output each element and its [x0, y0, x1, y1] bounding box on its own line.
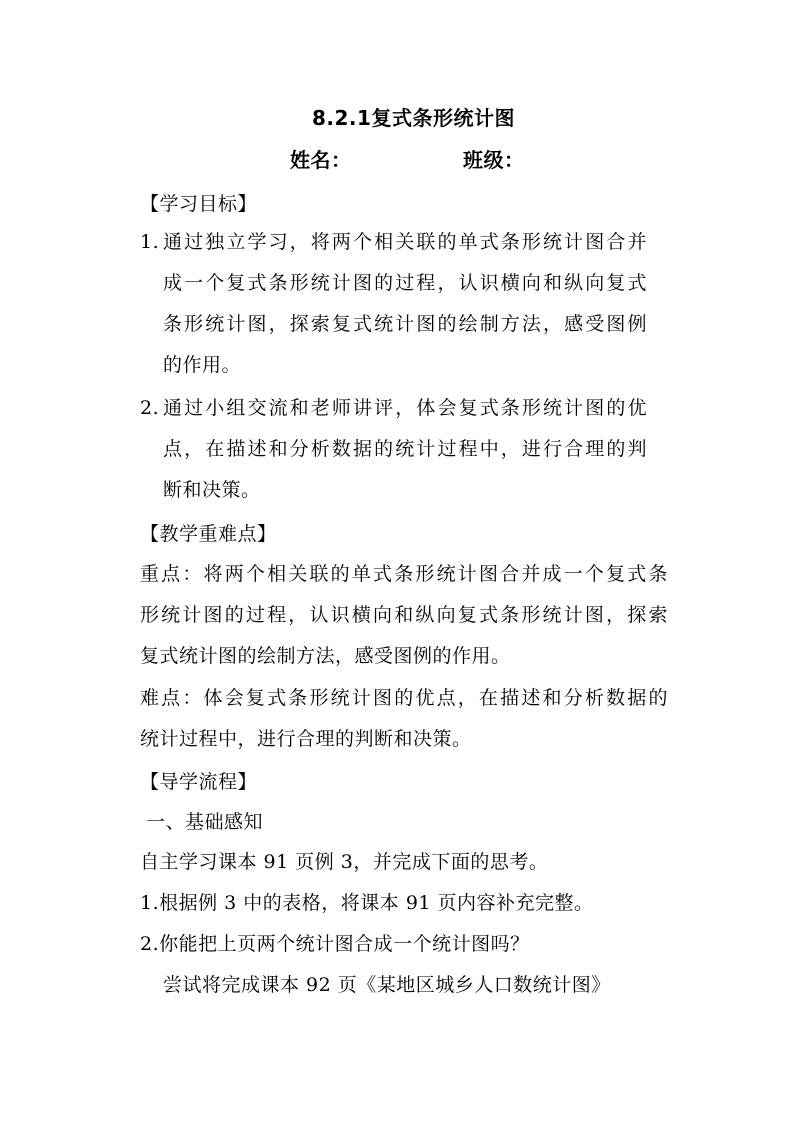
section-basic-perception: 一、基础感知	[146, 811, 264, 833]
focus-line-3: 复式统计图的绘制方法，感受图例的作用。	[140, 645, 511, 667]
difficulty-line-2: 统计过程中，进行合理的判断和决策。	[140, 728, 472, 750]
focus-line-1: 重点：将两个相关联的单式条形统计图合并成一个复式条	[140, 563, 668, 585]
guide-heading: 【导学流程】	[140, 771, 258, 793]
goal-1-line-1: 通过独立学习，将两个相关联的单式条形统计图合并	[163, 231, 647, 253]
question-1: 1.根据例 3 中的表格，将课本 91 页内容补充完整。	[140, 892, 594, 914]
question-2-sub: 尝试将完成课本 92 页《某地区城乡人口数统计图》	[163, 974, 611, 996]
name-label: 姓名：	[290, 148, 352, 172]
focus-line-2: 形统计图的过程，认识横向和纵向复式条形统计图，探索	[140, 604, 668, 626]
learning-goals-heading: 【学习目标】	[140, 193, 258, 215]
goal-2-line-2: 点，在描述和分析数据的统计过程中，进行合理的判	[163, 438, 647, 460]
self-study-intro: 自主学习课本 91 页例 3，并完成下面的思考。	[140, 851, 549, 873]
class-label: 班级：	[463, 148, 525, 172]
goal-1-line-3: 条形统计图，探索复式统计图的绘制方法，感受图例	[163, 313, 647, 335]
question-2: 2.你能把上页两个统计图合成一个统计图吗？	[140, 933, 530, 955]
difficulty-line-1: 难点：体会复式条形统计图的优点，在描述和分析数据的	[140, 687, 668, 709]
goal-2-line-3: 断和决策。	[163, 479, 261, 501]
goal-2-line-1: 通过小组交流和老师讲评，体会复式条形统计图的优	[163, 397, 647, 419]
key-points-heading: 【教学重难点】	[140, 523, 277, 545]
goal-1-line-4: 的作用。	[163, 354, 242, 376]
goal-1-line-2: 成一个复式条形统计图的过程，认识横向和纵向复式	[163, 272, 647, 294]
page-title: 8.2.1复式条形统计图	[312, 106, 515, 130]
goal-2-number: 2.	[140, 397, 160, 419]
goal-1-number: 1.	[140, 231, 160, 253]
